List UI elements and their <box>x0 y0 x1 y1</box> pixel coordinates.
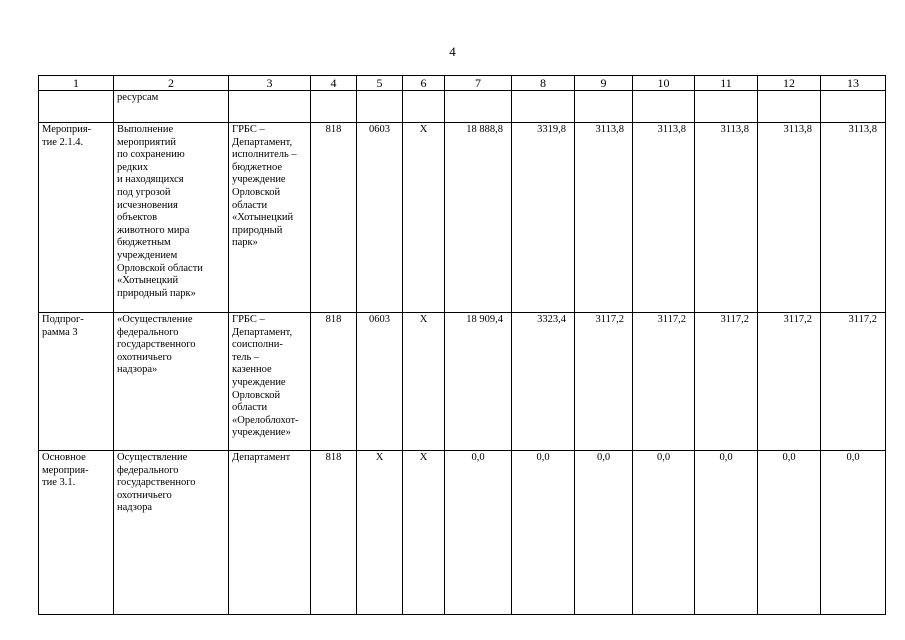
cell-csr <box>403 91 445 123</box>
cell-total: 18 888,8 <box>445 123 512 313</box>
cell-year <box>695 91 758 123</box>
col-header: 9 <box>575 76 633 91</box>
cell-year: 0,0 <box>633 451 695 615</box>
budget-table <box>38 75 886 615</box>
cell-total: 0,0 <box>445 451 512 615</box>
cell-code: Основное мероприя- тие 3.1. <box>39 451 114 615</box>
cell-year <box>512 91 575 123</box>
cell-year: 0,0 <box>758 451 821 615</box>
cell-rzpr <box>357 91 403 123</box>
cell-rzpr: 0603 <box>357 123 403 313</box>
cell-rzpr: 0603 <box>357 313 403 451</box>
cell-name: Осуществление федерального государственного охотничьего надзора <box>114 451 229 615</box>
cell-year <box>758 91 821 123</box>
cell-year: 3113,8 <box>758 123 821 313</box>
cell-executor: Департамент <box>229 451 311 615</box>
table-row <box>39 123 886 313</box>
cell-year: 0,0 <box>575 451 633 615</box>
col-header: 8 <box>512 76 575 91</box>
cell-year: 3117,2 <box>575 313 633 451</box>
cell-year: 0,0 <box>821 451 886 615</box>
cell-year: 3117,2 <box>821 313 886 451</box>
cell-year: 0,0 <box>695 451 758 615</box>
cell-total <box>445 91 512 123</box>
cell-year: 3113,8 <box>633 123 695 313</box>
cell-name: «Осуществление федерального государственного охотничьего надзора» <box>114 313 229 451</box>
col-header: 11 <box>695 76 758 91</box>
col-header: 7 <box>445 76 512 91</box>
col-header: 1 <box>39 76 114 91</box>
cell-year: 3117,2 <box>758 313 821 451</box>
header-row <box>39 76 886 91</box>
col-header: 2 <box>114 76 229 91</box>
table-row <box>39 313 886 451</box>
cell-year: 3323,4 <box>512 313 575 451</box>
cell-csr: X <box>403 123 445 313</box>
cell-year <box>633 91 695 123</box>
cell-total: 18 909,4 <box>445 313 512 451</box>
cell-year: 3319,8 <box>512 123 575 313</box>
cell-grbs: 818 <box>311 451 357 615</box>
cell-name: ресурсам <box>114 91 229 123</box>
cell-year: 3117,2 <box>695 313 758 451</box>
col-header: 5 <box>357 76 403 91</box>
table-row <box>39 451 886 615</box>
cell-code <box>39 91 114 123</box>
page-number: 4 <box>449 44 456 59</box>
cell-grbs: 818 <box>311 313 357 451</box>
col-header: 13 <box>821 76 886 91</box>
cell-grbs <box>311 91 357 123</box>
cell-rzpr: X <box>357 451 403 615</box>
cell-code: Мероприя- тие 2.1.4. <box>39 123 114 313</box>
col-header: 12 <box>758 76 821 91</box>
table-row <box>39 91 886 123</box>
cell-year: 3113,8 <box>695 123 758 313</box>
cell-year <box>575 91 633 123</box>
cell-code: Подпрог- рамма 3 <box>39 313 114 451</box>
cell-executor <box>229 91 311 123</box>
cell-csr: X <box>403 313 445 451</box>
col-header: 6 <box>403 76 445 91</box>
cell-name: Выполнение мероприятий по сохранению редких и находящихся под угрозой исчезновения объектов животного мира бюджетным учреждением Орловской области «Хотынецкий природный парк» <box>114 123 229 313</box>
cell-year: 0,0 <box>512 451 575 615</box>
cell-csr: X <box>403 451 445 615</box>
cell-year: 3117,2 <box>633 313 695 451</box>
cell-year: 3113,8 <box>821 123 886 313</box>
cell-executor: ГРБС – Департамент, исполнитель – бюджетное учреждение Орловской области «Хотынецкий природный парк» <box>229 123 311 313</box>
cell-year: 3113,8 <box>575 123 633 313</box>
col-header: 10 <box>633 76 695 91</box>
col-header: 3 <box>229 76 311 91</box>
cell-year <box>821 91 886 123</box>
cell-executor: ГРБС – Департамент, соисполни- тель – казенное учреждение Орловской области «Орелоблохот- учреждение» <box>229 313 311 451</box>
col-header: 4 <box>311 76 357 91</box>
cell-grbs: 818 <box>311 123 357 313</box>
